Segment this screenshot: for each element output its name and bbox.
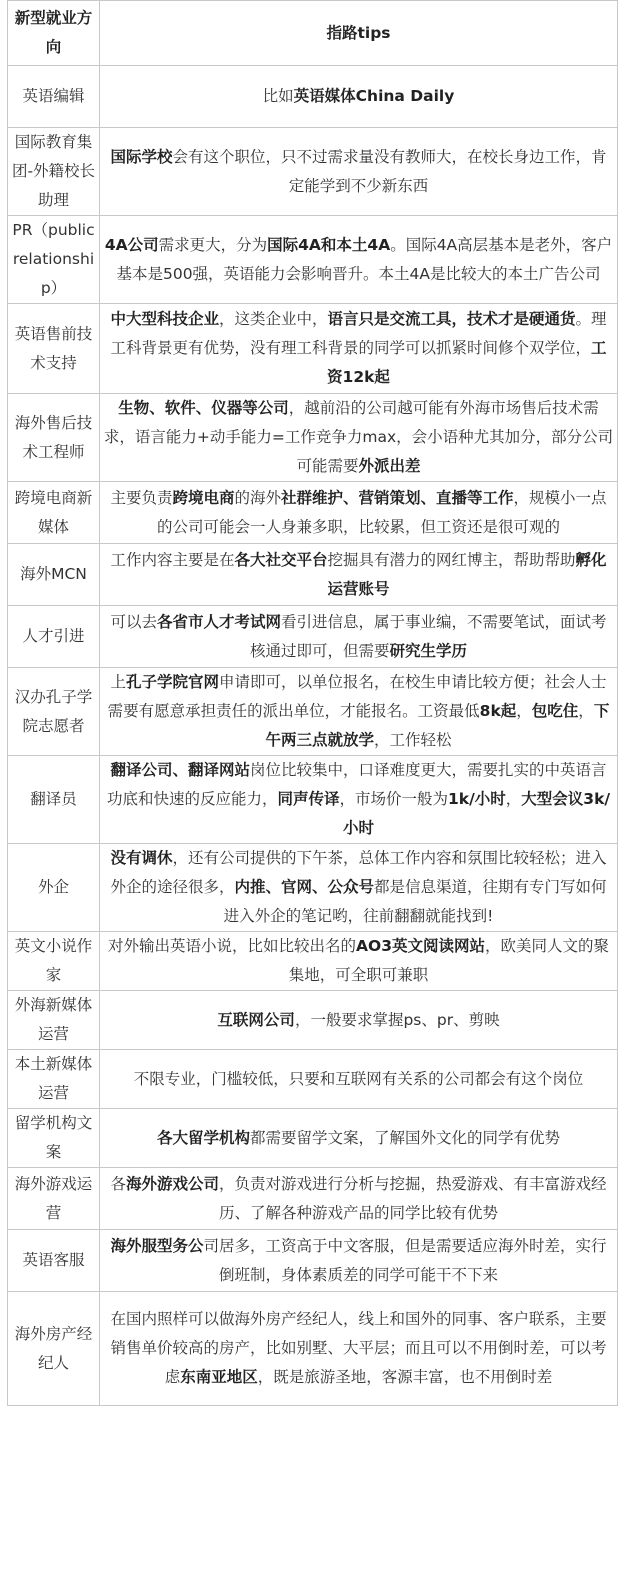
tip-text: ，工作轻松 [374, 731, 452, 749]
table-row [8, 1292, 618, 1406]
direction-cell: 英语编辑 [8, 66, 100, 128]
tip-text: 都是信息渠道，往期有专门写如何进入外企的笔记哟，往前翻翻就能找到! [223, 878, 607, 925]
tip-highlight: 各大社交平台 [234, 550, 328, 569]
tip-text: ，这类企业中， [218, 310, 328, 328]
tips-cell [100, 394, 618, 482]
table-row [8, 932, 618, 991]
tips-cell [100, 756, 618, 844]
direction-cell: 海外售后技术工程师 [8, 394, 100, 482]
tip-text: 工作内容主要是在 [110, 550, 235, 569]
tip-highlight: 大型会议3k/小时 [342, 790, 611, 837]
tip-text: 申请即可，以单位报名，在校生申请比较方便；社会人士需要有愿意承担责任的派出单位，才能报名。工资最低 [107, 673, 607, 720]
tips-cell [100, 66, 618, 128]
tip-highlight: 包吃住 [531, 702, 579, 720]
tip-text: ， [505, 790, 522, 808]
direction-cell: 翻译员 [8, 756, 100, 844]
table-row [8, 128, 618, 216]
tip-highlight: 外派出差 [358, 457, 421, 475]
tip-highlight: 语言只是交流工具，技术才是硬通货 [327, 310, 576, 328]
table-row [8, 66, 618, 128]
tip-text: 。理工科背景更有优势，没有理工科背景的同学可以抓紧时间修个双学位， [110, 310, 607, 357]
tip-text: 需求更大，分为 [158, 235, 268, 254]
tips-cell [100, 844, 618, 932]
table-body [8, 66, 618, 1406]
header-direction: 新型就业方向 [8, 1, 100, 66]
tip-highlight: 英语媒体China Daily [293, 87, 455, 105]
tip-text: ， [578, 702, 594, 720]
tip-text: 司居多，工资高于中文客服，但是需要适应海外时差，实行倒班制，身体素质差的同学可能干不下来 [203, 1236, 607, 1284]
tip-text: 不限专业，门槛较低，只要和互联网有关系的公司都会有这个岗位 [133, 1069, 584, 1088]
tip-text: 会有这个职位，只不过需求量没有教师大，在校长身边工作，肯定能学到不少新东西 [172, 147, 607, 195]
tips-cell [100, 932, 618, 991]
tip-text: 比如 [262, 87, 294, 105]
header-tips: 指路tips [100, 1, 618, 66]
tips-cell [100, 216, 618, 304]
tip-text: 挖掘具有潜力的网红博主，帮助帮助 [327, 550, 576, 569]
tip-highlight: 研究生学历 [389, 641, 468, 660]
table-row [8, 544, 618, 606]
direction-cell: 外企 [8, 844, 100, 932]
tip-highlight: 互联网公司 [217, 1010, 295, 1029]
tip-text: ，欧美同人文的聚集地，可全职可兼职 [288, 937, 609, 984]
tip-text: 的海外 [234, 488, 281, 507]
tip-text: ， [516, 702, 532, 720]
tip-highlight: 国际4A和本土4A [267, 235, 391, 254]
tip-text: ，一般要求掌握ps、pr、剪映 [294, 1010, 500, 1029]
tip-text: 在国内照样可以做海外房产经纪人，线上和国外的同事、客户联系，主要销售单价较高的房产，比如别墅、大平层；而且可以不用倒时差，可以考虑 [110, 1310, 607, 1386]
tip-highlight: 孵化运营账号 [327, 550, 607, 598]
table-row [8, 668, 618, 756]
tip-highlight: 生物、软件、仪器等公司 [118, 399, 289, 417]
tip-text: 看引进信息，属于事业编，不需要笔试，面试考核通过即可，但需要 [249, 612, 607, 660]
tips-cell [100, 1292, 618, 1406]
tip-highlight: 8k起 [479, 702, 517, 720]
tip-text: ，负责对游戏进行分析与挖掘，热爱游戏、有丰富游戏经历、了解各种游戏产品的同学比较有优势 [218, 1174, 607, 1222]
tip-text: 上 [110, 673, 126, 691]
direction-cell: 跨境电商新媒体 [8, 482, 100, 544]
tip-highlight: 社群维护、营销策划、直播等工作 [281, 488, 514, 507]
tip-highlight: AO3英文阅读网站 [356, 937, 485, 955]
table-row [8, 991, 618, 1050]
table-row [8, 756, 618, 844]
table-row [8, 394, 618, 482]
table-header-row [8, 1, 618, 66]
tip-text: 岗位比较集中，口译难度更大，需要扎实的中英语言功底和快速的反应能力， [106, 761, 607, 808]
tip-text: ，越前沿的公司越可能有外海市场售后技术需求，语言能力+动手能力=工作竞争力max，会小语种尤其加分，部分公司可能需要 [103, 399, 614, 475]
table-row [8, 844, 618, 932]
tip-text: ，既是旅游圣地，客源丰富，也不用倒时差 [257, 1368, 553, 1386]
tips-cell [100, 1230, 618, 1292]
table-row [8, 1109, 618, 1168]
table-row [8, 1050, 618, 1109]
tips-cell [100, 991, 618, 1050]
career-directions-table [7, 0, 618, 1406]
table-row [8, 304, 618, 394]
direction-cell: 人才引进 [8, 606, 100, 668]
direction-cell: 海外房产经纪人 [8, 1292, 100, 1406]
tip-text: 主要负责 [110, 488, 173, 507]
tip-highlight: 翻译公司、翻译网站 [110, 761, 250, 779]
tip-highlight: 4A公司 [104, 235, 159, 254]
tip-text: 。国际4A高层基本是老外，客户基本是500强，英语能力会影响晋升。本土4A是比较大的本土广告公司 [116, 235, 613, 283]
direction-cell: 海外游戏运营 [8, 1168, 100, 1230]
tip-highlight: 1k/小时 [448, 790, 506, 808]
tips-cell [100, 1109, 618, 1168]
tip-highlight: 跨境电商 [172, 488, 235, 507]
tips-cell [100, 482, 618, 544]
direction-cell: 汉办孔子学院志愿者 [8, 668, 100, 756]
tip-highlight: 内推、官网、公众号 [234, 878, 374, 896]
table-row [8, 216, 618, 304]
direction-cell: 海外MCN [8, 544, 100, 606]
tips-cell [100, 668, 618, 756]
tip-highlight: 同声传译 [277, 790, 340, 808]
tips-cell [100, 1168, 618, 1230]
direction-cell: 本土新媒体运营 [8, 1050, 100, 1109]
tip-highlight: 没有调休 [110, 849, 173, 867]
tip-highlight: 中大型科技企业 [110, 310, 219, 328]
direction-cell: PR（public relationship） [8, 216, 100, 304]
tip-highlight: 各省市人才考试网 [156, 612, 281, 631]
table-row [8, 482, 618, 544]
table-row [8, 1230, 618, 1292]
table-row [8, 1168, 618, 1230]
tip-highlight: 海外服型务公 [110, 1236, 204, 1255]
tip-text: 对外输出英语小说，比如比较出名的 [108, 937, 357, 955]
direction-cell: 英文小说作家 [8, 932, 100, 991]
tip-text: ，市场价一般为 [339, 790, 448, 808]
tip-highlight: 孔子学院官网 [125, 673, 219, 691]
tip-highlight: 下午两三点就放学 [265, 702, 610, 749]
tip-highlight: 各大留学机构 [156, 1128, 250, 1147]
tip-highlight: 东南亚地区 [180, 1368, 258, 1386]
direction-cell: 国际教育集团-外籍校长助理 [8, 128, 100, 216]
tip-highlight: 海外游戏公司 [125, 1174, 219, 1193]
tip-text: ，还有公司提供的下午茶，总体工作内容和氛围比较轻松；进入外企的途径很多， [110, 849, 607, 896]
direction-cell: 留学机构文案 [8, 1109, 100, 1168]
table-row [8, 606, 618, 668]
direction-cell: 英语客服 [8, 1230, 100, 1292]
tip-text: 都需要留学文案，了解国外文化的同学有优势 [250, 1128, 561, 1147]
tip-highlight: 工资12k起 [327, 339, 607, 386]
tips-cell [100, 544, 618, 606]
direction-cell: 外海新媒体运营 [8, 991, 100, 1050]
tips-cell [100, 1050, 618, 1109]
tip-text: 各 [110, 1174, 126, 1193]
tips-cell [100, 304, 618, 394]
tip-text: 可以去 [110, 612, 157, 631]
tip-text: ，规模小一点的公司可能会一人身兼多职，比较累，但工资还是很可观的 [156, 488, 607, 536]
tip-highlight: 国际学校 [110, 147, 173, 166]
tips-cell [100, 606, 618, 668]
tips-cell [100, 128, 618, 216]
direction-cell: 英语售前技术支持 [8, 304, 100, 394]
